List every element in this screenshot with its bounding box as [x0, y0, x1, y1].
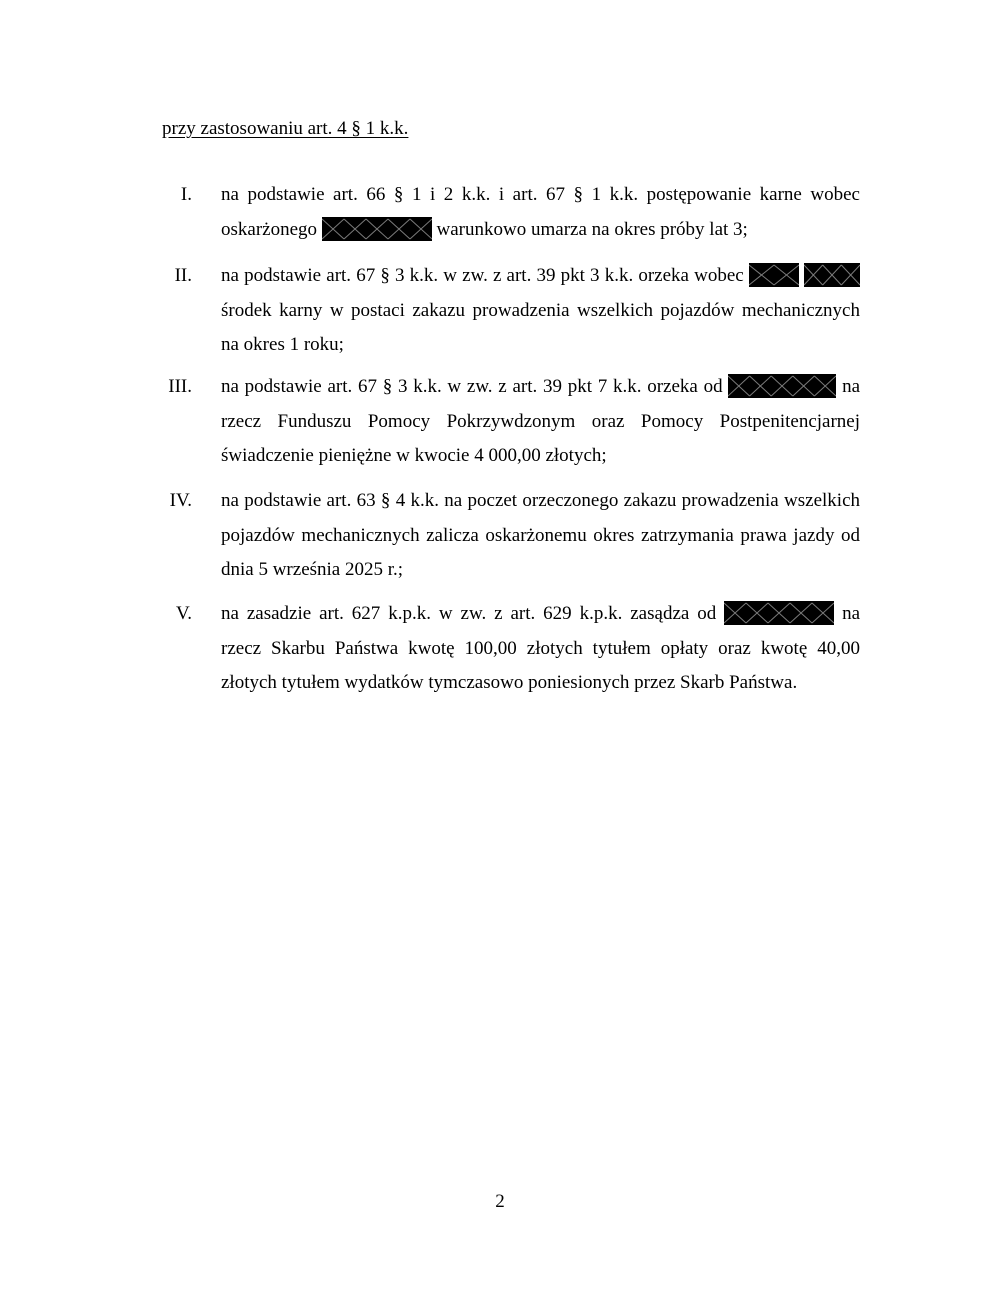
item-text-part: na rzecz Skarbu Państwa kwotę 100,00 złotych tytułem opłaty oraz kwotę 40,00 złotych tytułem wydatków tymczasowo poniesionych przez Skarb Państwa.: [221, 603, 861, 693]
item-number: IV.: [169, 490, 192, 511]
item-text: na podstawie art. 63 § 4 k.k. na poczet orzeczonego zakazu prowadzenia wszelkich pojazdów mechanicznych zalicza oskarżonemu okres zatrzymania prawa jazdy od dnia 5 września 2025 r.;: [221, 490, 860, 580]
item-number: V.: [175, 603, 192, 624]
item-number: II.: [174, 265, 192, 286]
item-text: [221, 370, 860, 474]
item-number: I.: [180, 184, 192, 205]
redaction-block: [728, 374, 836, 398]
item-number: III.: [168, 376, 192, 397]
intro-line: przy zastosowaniu art. 4 § 1 k.k.: [162, 118, 409, 139]
item-text: [221, 259, 860, 363]
redaction-block: [804, 263, 860, 287]
item-text-part: na podstawie art. 67 § 3 k.k. w zw. z art. 39 pkt 7 k.k. orzeka od: [221, 376, 723, 397]
item-text-part: na podstawie art. 66 § 1 i 2 k.k. i art. 67 § 1 k.k. postępowanie karne wobec oskarżonego: [221, 184, 860, 240]
item-text-part: na zasadzie art. 627 k.p.k. w zw. z art. 629 k.p.k. zasądza od: [221, 603, 717, 624]
redaction-block: [322, 217, 432, 241]
item-text-part: warunkowo umarza na okres próby lat 3;: [436, 218, 748, 240]
item-text-part: na podstawie art. 67 § 3 k.k. w zw. z art. 39 pkt 3 k.k. orzeka wobec: [221, 265, 744, 286]
redaction-block: [724, 601, 834, 625]
page-number: 2: [495, 1191, 505, 1212]
item-text: [221, 178, 860, 247]
item-text-part: na rzecz Funduszu Pomocy Pokrzywdzonym oraz Pomocy Postpenitencjarnej świadczenie pieniężne w kwocie 4 000,00 złotych;: [221, 376, 861, 466]
redaction-block: [749, 263, 799, 287]
item-text-part: środek karny w postaci zakazu prowadzenia wszelkich pojazdów mechanicznych na okres 1 roku;: [221, 299, 860, 355]
item-text: [221, 597, 860, 701]
